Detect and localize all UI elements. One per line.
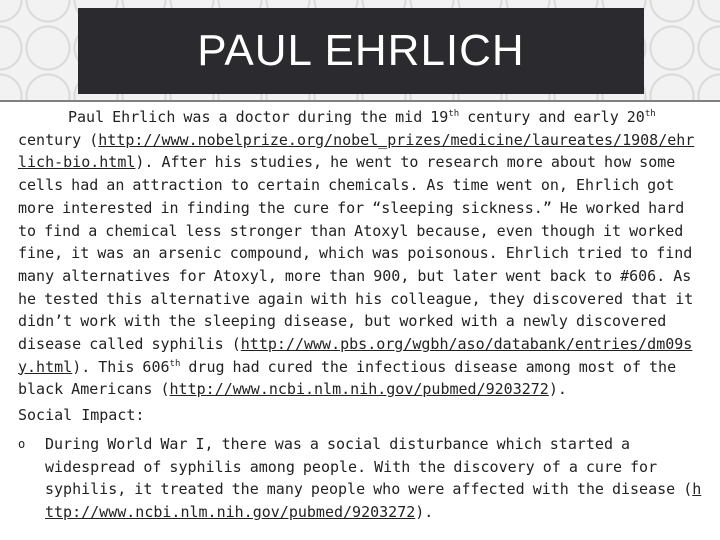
link-pbs[interactable]: http://www.pbs.org/wgbh/aso/databank/entries/dm09sy.html [18, 335, 693, 376]
social-impact-heading: Social Impact: [18, 406, 145, 425]
link-ncbi-bullet[interactable]: http://www.ncbi.nlm.nih.gov/pubmed/9203272 [45, 480, 702, 521]
text-run: During World War I, there was a social disturbance which started a widespread of syphilis among people. With the discovery of a cure for syphilis, it treated the many people who were affected with the disease ( [45, 434, 693, 499]
superscript: th [448, 109, 460, 119]
bullet-item [18, 433, 702, 524]
text-run: century and early 20 [459, 108, 645, 126]
text-run: Paul Ehrlich was a doctor during the mid 19 [68, 108, 449, 126]
text-run: ). After his studies, he went to research more about how some cells had an attraction to certain chemicals. As time went on, Ehrlich got more interested in finding the cure for “sleeping sickness.” He worked hard to find a chemical less stronger than Atoxyl because, even though it worked fine, it was an arsenic compound, which was poisonous. Ehrlich tried to find many alternatives for Atoxyl, more than 900, but later went back to #606. As he tested this alternative again with his colleague, they discovered that it didn’t work with the sleeping disease, but worked with a newly discovered disease called syphilis ( [18, 153, 694, 354]
header-divider [0, 100, 720, 102]
body-paragraph [18, 106, 702, 401]
slide-title: PAUL EHRLICH [197, 26, 525, 75]
bullet-circle-icon: o [18, 436, 26, 451]
text-run: ). [548, 380, 567, 399]
link-ncbi[interactable]: http://www.ncbi.nlm.nih.gov/pubmed/9203272 [169, 380, 549, 399]
title-banner [78, 8, 644, 94]
superscript: th [644, 109, 656, 119]
text-run: ). [415, 502, 434, 521]
text-run: ). This 606 [72, 357, 170, 376]
text-run: drug had cured the infectious disease among most of the black Americans ( [18, 357, 677, 399]
text-run: century ( [18, 130, 99, 149]
link-nobelprize[interactable]: http://www.nobelprize.org/nobel_prizes/medicine/laureates/1908/ehrlich-bio.html [18, 130, 695, 172]
bullet-text [45, 433, 702, 524]
superscript: th [169, 358, 181, 369]
slide-content [18, 106, 702, 524]
